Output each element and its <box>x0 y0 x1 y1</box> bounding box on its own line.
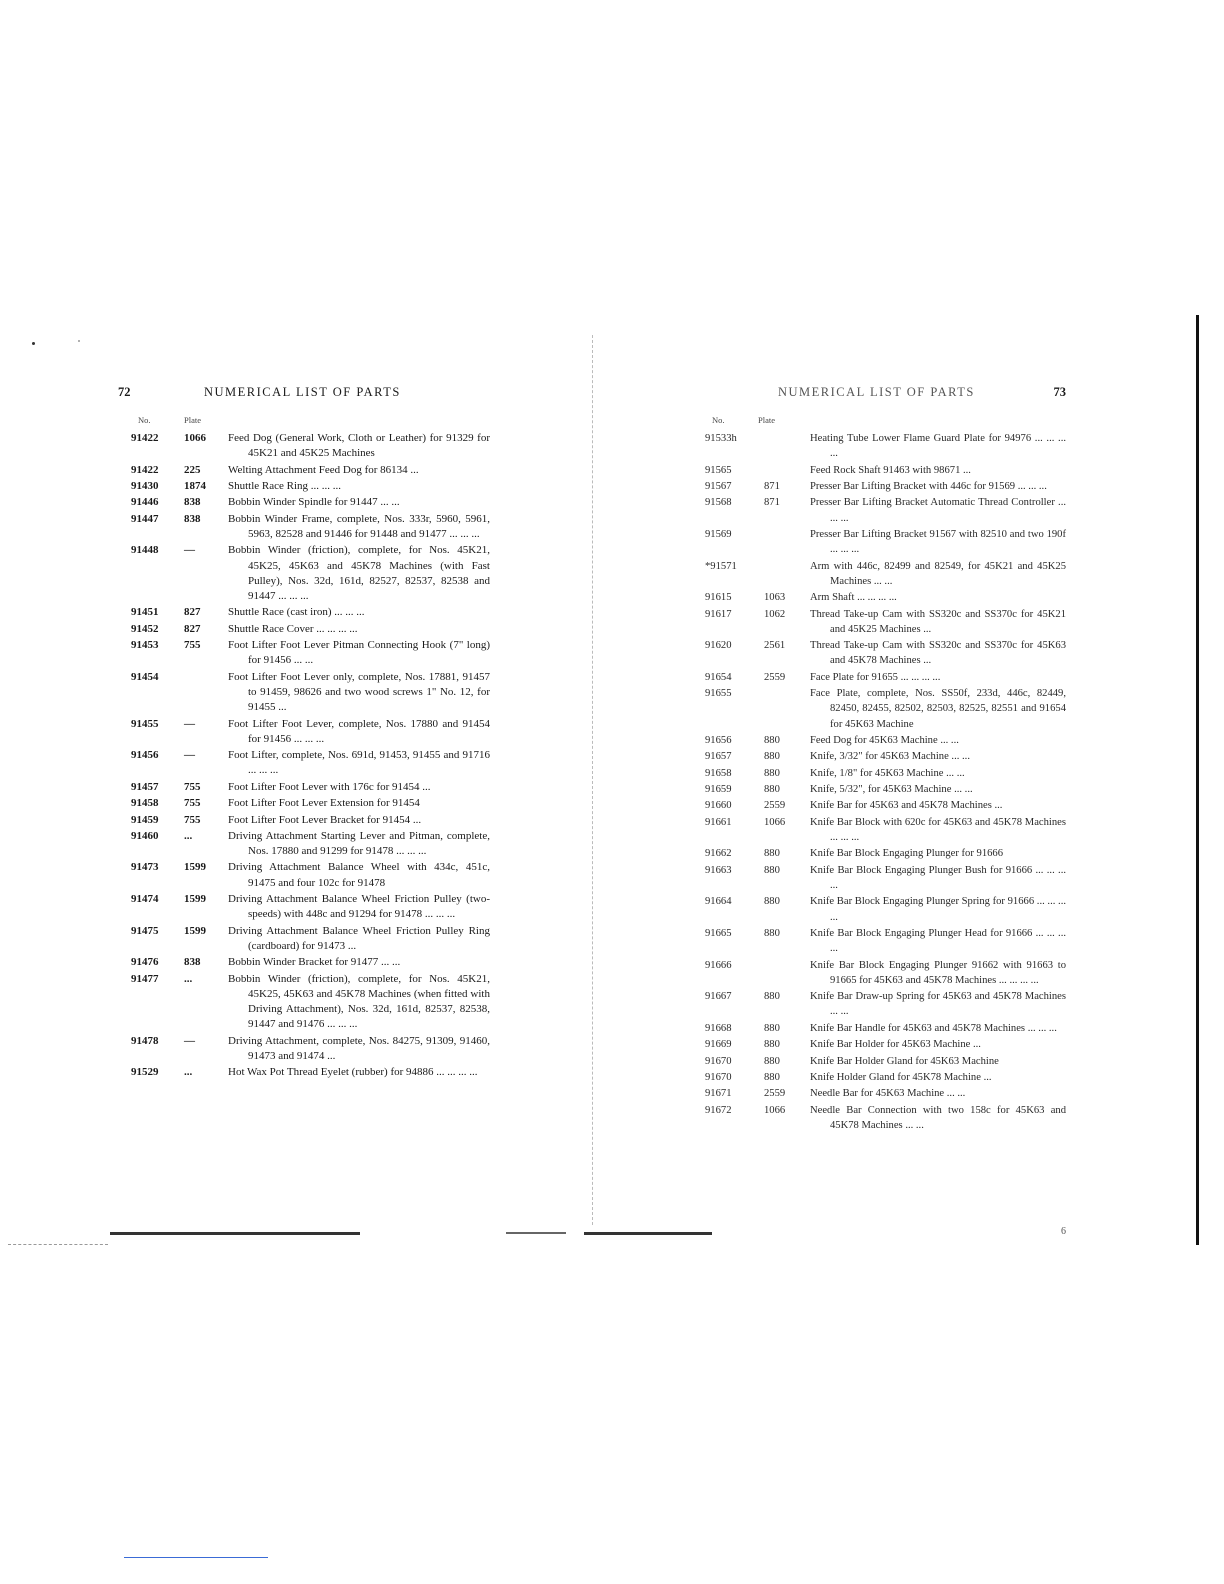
plate-number: 838 <box>184 496 201 509</box>
column-header-plate: Plate <box>758 415 775 425</box>
plate-number: 1599 <box>184 893 206 906</box>
column-header-no: No. <box>712 415 725 425</box>
part-number: 91620 <box>705 640 732 652</box>
part-description: Needle Bar Connection with two 158c for 45K63 and 45K78 Machines ... ... <box>810 1104 1066 1131</box>
part-description: Driving Attachment Balance Wheel Friction Pulley (two-speeds) with 448c and 91294 for 91478 ... ... ... <box>228 893 490 921</box>
page-title: NUMERICAL LIST OF PARTS <box>204 385 401 399</box>
plate-number: 1062 <box>764 608 786 620</box>
part-number: 91667 <box>705 991 732 1003</box>
list-item <box>118 829 490 859</box>
list-item <box>118 495 490 510</box>
plate-number: 1066 <box>184 432 206 444</box>
list-item <box>700 495 1066 525</box>
part-description: Bobbin Winder Frame, complete, Nos. 333r, 5960, 5961, 5963, 82528 and 91446 for 91448 and 91477 ... ... ... <box>228 512 490 540</box>
parts-list <box>118 431 490 1082</box>
list-item <box>700 1054 1066 1069</box>
plate-number: 1874 <box>184 479 206 492</box>
list-item <box>700 798 1066 813</box>
part-number: 91459 <box>131 813 159 826</box>
signature-mark: 6 <box>1061 1226 1066 1237</box>
part-number: 91446 <box>131 496 159 509</box>
part-number: 91475 <box>131 924 159 937</box>
part-description: Knife Bar Block Engaging Plunger 91662 with 91663 to 91665 for 45K63 and 45K78 Machines ... ... ... ... <box>810 959 1066 986</box>
plate-number: 880 <box>764 991 780 1003</box>
plate-number: 755 <box>184 639 201 652</box>
list-item <box>118 605 490 620</box>
part-description: Shuttle Race Cover ... ... ... ... <box>228 622 358 635</box>
underline-mark <box>124 1557 268 1558</box>
part-description: Foot Lifter Foot Lever with 176c for 91454 ... <box>228 780 431 793</box>
part-description: Foot Lifter, complete, Nos. 691d, 91453, 91455 and 91716 ... ... ... <box>228 749 490 777</box>
list-item <box>700 863 1066 893</box>
plate-number: 880 <box>764 848 780 860</box>
plate-number: 880 <box>764 1022 780 1034</box>
part-description: Thread Take-up Cam with SS320c and SS370c for 45K21 and 45K25 Machines ... <box>810 608 1066 635</box>
part-description: Knife Bar Block with 620c for 45K63 and 45K78 Machines ... ... ... <box>810 816 1066 844</box>
plate-number: 1063 <box>764 592 786 604</box>
part-description: Knife Bar Holder Gland for 45K63 Machine <box>810 1055 999 1067</box>
list-item <box>700 749 1066 764</box>
part-description: Bobbin Winder (friction), complete, for Nos. 45K21, 45K25, 45K63 and 45K78 Machines (with Fast Pulley), Nos. 32d, 161d, 82527, 82537, 82538 and 91447 ... ... ... <box>228 544 490 602</box>
list-item <box>700 894 1066 924</box>
scan-edge-line <box>584 1232 712 1235</box>
list-item <box>700 1037 1066 1052</box>
plate-number: 880 <box>764 864 780 876</box>
part-number: 91529 <box>131 1066 159 1079</box>
list-item <box>118 622 490 637</box>
plate-number: ... <box>184 972 193 985</box>
part-description: Welting Attachment Feed Dog for 86134 ... <box>228 463 419 476</box>
part-number: 91565 <box>705 464 732 476</box>
part-number: 91671 <box>705 1088 732 1100</box>
page-edge <box>1196 315 1199 1245</box>
part-number: 91447 <box>131 512 159 525</box>
list-item <box>118 924 490 954</box>
plate-number: 2559 <box>764 800 786 812</box>
part-description: Knife, 1/8" for 45K63 Machine ... ... <box>810 767 965 779</box>
list-item <box>118 955 490 970</box>
column-headers <box>700 415 1066 429</box>
part-description: Driving Attachment, complete, Nos. 84275, 91309, 91460, 91473 and 91474 ... <box>228 1034 490 1062</box>
part-number: 91655 <box>705 688 732 700</box>
part-description: Feed Dog (General Work, Cloth or Leather) for 91329 for 45K21 and 45K25 Machines <box>228 432 490 460</box>
list-item <box>118 717 490 747</box>
part-number: 91664 <box>705 896 732 908</box>
part-description: Knife Bar Handle for 45K63 and 45K78 Machines ... ... ... <box>810 1022 1057 1034</box>
list-item <box>118 463 490 478</box>
list-item <box>700 1103 1066 1133</box>
part-description: Driving Attachment Balance Wheel Friction Pulley Ring (cardboard) for 91473 ... <box>228 924 490 952</box>
part-description: Knife Bar Block Engaging Plunger Head for 91666 ... ... ... ... <box>810 928 1066 955</box>
left-page-header <box>118 315 490 399</box>
part-number: 91569 <box>705 528 732 540</box>
list-item <box>700 989 1066 1019</box>
part-description: Presser Bar Lifting Bracket with 446c for 91569 ... ... ... <box>810 480 1047 492</box>
list-item <box>118 1065 490 1080</box>
part-number: 91654 <box>705 671 732 683</box>
part-description: Knife Bar Block Engaging Plunger Bush for 91666 ... ... ... ... <box>810 864 1066 892</box>
part-description: Driving Attachment Balance Wheel with 434c, 451c, 91475 and four 102c for 91478 <box>228 861 490 889</box>
plate-number: 1066 <box>764 816 786 828</box>
part-description: Knife, 5/32", for 45K63 Machine ... ... <box>810 784 973 796</box>
list-item <box>700 686 1066 732</box>
plate-number: 880 <box>764 784 780 796</box>
part-description: Presser Bar Lifting Bracket 91567 with 82510 and two 190f ... ... ... <box>810 528 1066 556</box>
part-description: Foot Lifter Foot Lever Extension for 91454 <box>228 797 420 810</box>
part-number: 91670 <box>705 1072 732 1083</box>
part-number: 91660 <box>705 800 732 812</box>
page-number: 73 <box>1053 385 1066 399</box>
part-number: *91571 <box>705 560 737 572</box>
part-number: 91474 <box>131 893 159 906</box>
plate-number: 755 <box>184 780 201 793</box>
part-number: 91672 <box>705 1104 732 1116</box>
list-item <box>700 1021 1066 1036</box>
part-description: Foot Lifter Foot Lever Bracket for 91454 ... <box>228 813 422 826</box>
list-item <box>118 638 490 668</box>
plate-number: 880 <box>764 1072 780 1083</box>
part-number: 91476 <box>131 956 159 969</box>
part-number: 91666 <box>705 959 732 971</box>
part-description: Knife Holder Gland for 45K78 Machine ... <box>810 1072 992 1083</box>
part-number: 91659 <box>705 784 732 796</box>
part-description: Foot Lifter Foot Lever, complete, Nos. 17880 and 91454 for 91456 ... ... ... <box>228 717 490 745</box>
plate-number: 871 <box>764 497 780 509</box>
plate-number: ... <box>184 829 193 842</box>
part-description: Needle Bar for 45K63 Machine ... ... <box>810 1088 966 1100</box>
part-number: 91567 <box>705 480 732 492</box>
part-number: 91478 <box>131 1034 159 1047</box>
list-item <box>118 431 490 461</box>
list-item <box>118 780 490 795</box>
part-description: Knife Bar Holder for 45K63 Machine ... <box>810 1039 981 1051</box>
list-item <box>118 796 490 811</box>
part-number: 91669 <box>705 1039 732 1051</box>
plate-number: 827 <box>184 622 201 635</box>
column-headers <box>118 415 490 429</box>
plate-number: 2559 <box>764 671 786 683</box>
column-header-plate: Plate <box>184 415 201 425</box>
list-item <box>118 670 490 716</box>
part-description: Bobbin Winder Spindle for 91447 ... ... <box>228 496 400 509</box>
list-item <box>118 892 490 922</box>
part-number: 91665 <box>705 928 732 940</box>
list-item <box>700 479 1066 494</box>
part-number: 91456 <box>131 749 159 762</box>
part-description: Face Plate, complete, Nos. SS50f, 233d, 446c, 82449, 82450, 82455, 82502, 82503, 82525, 82551 and 91654 for 45K63 Machine <box>810 688 1066 730</box>
part-number: 91657 <box>705 751 732 763</box>
list-item <box>700 527 1066 557</box>
part-number: 91615 <box>705 592 732 604</box>
book-spread <box>0 315 1224 1245</box>
scan-edge-line <box>506 1232 566 1234</box>
part-description: Foot Lifter Foot Lever Pitman Connecting Hook (7" long) for 91456 ... ... <box>228 639 490 667</box>
list-item <box>700 559 1066 589</box>
list-item <box>118 748 490 778</box>
part-description: Knife Bar Block Engaging Plunger Spring for 91666 ... ... ... ... <box>810 896 1066 923</box>
plate-number: 2561 <box>764 640 786 652</box>
list-item <box>118 479 490 494</box>
part-description: Bobbin Winder Bracket for 91477 ... ... <box>228 956 401 969</box>
plate-number: 838 <box>184 512 201 525</box>
page-title: NUMERICAL LIST OF PARTS <box>778 385 975 399</box>
plate-number: 880 <box>764 928 780 940</box>
list-item <box>700 958 1066 988</box>
list-item <box>700 1086 1066 1101</box>
plate-number: 1599 <box>184 924 206 937</box>
plate-number: 838 <box>184 956 201 969</box>
part-number: 91448 <box>131 544 159 557</box>
part-description: Driving Attachment Starting Lever and Pitman, complete, Nos. 17880 and 91299 for 91478 ... ... ... <box>228 829 490 858</box>
plate-number: 880 <box>764 896 780 908</box>
part-number: 91457 <box>131 780 159 793</box>
part-number: 91656 <box>705 734 732 746</box>
part-description: Shuttle Race (cast iron) ... ... ... <box>228 606 365 619</box>
list-item <box>700 1070 1066 1085</box>
part-number: 91452 <box>131 622 159 635</box>
part-description: Feed Rock Shaft 91463 with 98671 ... <box>810 464 971 476</box>
part-number: 91458 <box>131 797 159 810</box>
plate-number: — <box>184 544 195 557</box>
list-item <box>118 860 490 890</box>
plate-number: 880 <box>764 767 780 779</box>
plate-number: — <box>184 749 195 762</box>
plate-number: 880 <box>764 751 780 763</box>
right-page <box>700 315 1066 1237</box>
scan-edge-line <box>8 1244 108 1246</box>
column-header-no: No. <box>138 415 151 425</box>
plate-number: 827 <box>184 606 201 619</box>
part-description: Knife, 3/32" for 45K63 Machine ... ... <box>810 751 970 763</box>
right-page-header <box>700 315 1066 399</box>
part-number: 91453 <box>131 639 159 652</box>
list-item <box>700 766 1066 781</box>
plate-number: ... <box>184 1066 193 1079</box>
part-number: 91533h <box>705 433 737 444</box>
plate-number: 1066 <box>764 1104 786 1116</box>
plate-number: 880 <box>764 1039 780 1051</box>
list-item <box>118 813 490 828</box>
list-item <box>700 638 1066 668</box>
part-description: Face Plate for 91655 ... ... ... ... <box>810 671 941 683</box>
list-item <box>118 543 490 604</box>
part-number: 91422 <box>131 463 159 476</box>
part-number: 91658 <box>705 767 732 779</box>
page-number: 72 <box>118 385 131 399</box>
part-description: Foot Lifter Foot Lever only, complete, Nos. 17881, 91457 to 91459, 98626 and two wood screws 1" No. 12, for 91455 ... <box>228 670 490 714</box>
list-item <box>700 431 1066 461</box>
part-number: 91430 <box>131 479 159 492</box>
plate-number: — <box>184 1034 195 1047</box>
part-number: 91454 <box>131 670 159 683</box>
part-number: 91568 <box>705 497 732 509</box>
part-description: Arm Shaft ... ... ... ... <box>810 592 897 604</box>
list-item <box>700 670 1066 685</box>
list-item <box>118 1034 490 1064</box>
plate-number: 1599 <box>184 861 206 874</box>
part-description: Shuttle Race Ring ... ... ... <box>228 479 342 492</box>
part-number: 91473 <box>131 861 159 874</box>
plate-number: 880 <box>764 1055 780 1067</box>
list-item <box>700 926 1066 956</box>
part-description: Bobbin Winder (friction), complete, for Nos. 45K21, 45K25, 45K63 and 45K78 Machines (when fitted with Driving Attachment), Nos. 32d, 161d, 82537, 82538, 91447 and 91476 ... ... ... <box>228 972 490 1031</box>
part-description: Knife Bar Block Engaging Plunger for 91666 <box>810 848 1004 860</box>
list-item <box>700 607 1066 637</box>
part-number: 91662 <box>705 848 732 860</box>
part-number: 91617 <box>705 608 732 620</box>
list-item <box>700 846 1066 861</box>
part-number: 91422 <box>131 432 159 444</box>
plate-number: 755 <box>184 813 201 826</box>
part-description: Hot Wax Pot Thread Eyelet (rubber) for 94886 ... ... ... ... <box>228 1066 478 1079</box>
plate-number: 871 <box>764 480 780 492</box>
plate-number: — <box>184 717 195 730</box>
left-page <box>118 315 490 1215</box>
part-number: 91668 <box>705 1022 732 1034</box>
part-number: 91661 <box>705 816 732 828</box>
part-description: Feed Dog for 45K63 Machine ... ... <box>810 734 959 746</box>
plate-number: 755 <box>184 797 201 810</box>
list-item <box>700 590 1066 605</box>
plate-number: 2559 <box>764 1088 786 1100</box>
list-item <box>700 782 1066 797</box>
part-description: Heating Tube Lower Flame Guard Plate for 94976 ... ... ... ... <box>810 433 1066 460</box>
list-item <box>700 733 1066 748</box>
scan-edge-line <box>110 1232 360 1235</box>
list-item <box>700 815 1066 845</box>
part-description: Knife Bar for 45K63 and 45K78 Machines ... <box>810 800 1003 812</box>
part-description: Thread Take-up Cam with SS320c and SS370c for 45K63 and 45K78 Machines ... <box>810 640 1066 667</box>
part-number: 91460 <box>131 829 159 842</box>
list-item <box>118 972 490 1033</box>
parts-list <box>700 431 1066 1134</box>
part-description: Knife Bar Draw-up Spring for 45K63 and 45K78 Machines ... ... <box>810 991 1066 1018</box>
part-number: 91477 <box>131 972 159 985</box>
page-gutter <box>592 335 594 1225</box>
part-number: 91455 <box>131 717 159 730</box>
part-description: Presser Bar Lifting Bracket Automatic Thread Controller ... ... ... <box>810 497 1066 524</box>
list-item <box>118 512 490 542</box>
list-item <box>700 463 1066 478</box>
plate-number: 225 <box>184 463 201 476</box>
part-number: 91451 <box>131 606 159 619</box>
plate-number: 880 <box>764 734 780 746</box>
part-description: Arm with 446c, 82499 and 82549, for 45K21 and 45K25 Machines ... ... <box>810 560 1066 587</box>
part-number: 91663 <box>705 864 732 876</box>
part-number: 91670 <box>705 1055 732 1067</box>
